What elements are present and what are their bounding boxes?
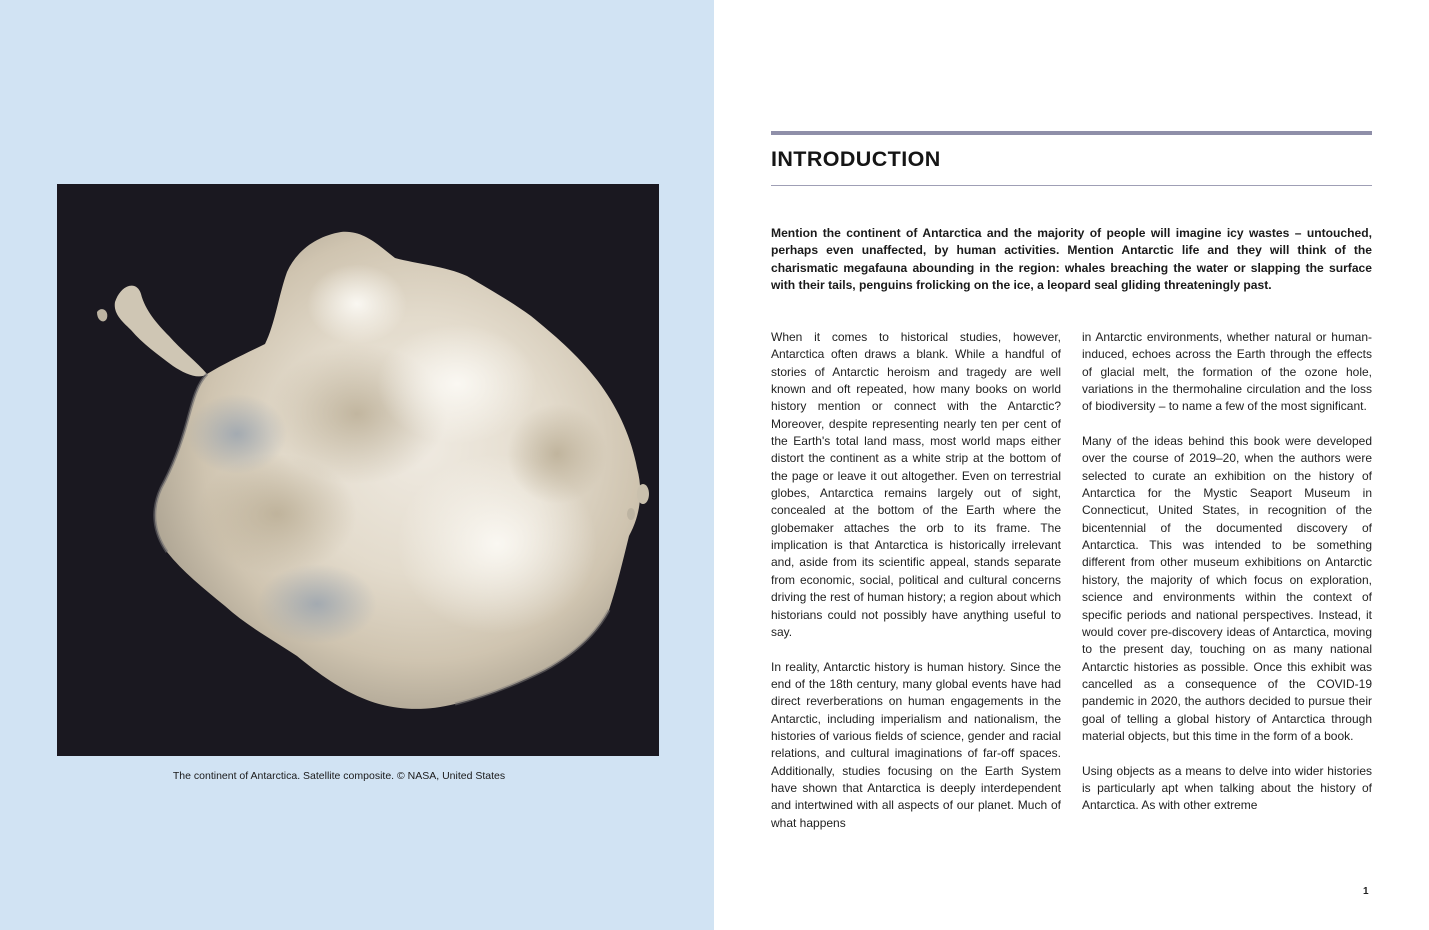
- antarctica-illustration: [57, 184, 659, 756]
- text-column-right: [1082, 329, 1372, 815]
- antarctica-satellite-image: [57, 184, 659, 756]
- lede-paragraph: Mention the continent of Antarctica and the majority of people will imagine icy wastes – untouched, perhaps even unaffected, by human activities. Mention Antarctic life and they will think of the charismatic megafauna abounding in the region: whales breaching the water or slapping the surface with their tails, penguins frolicking on the ice, a leopard seal gliding threateningly past.: [771, 226, 1372, 292]
- right-page: [714, 0, 1429, 930]
- heading-rule-top: [771, 131, 1372, 135]
- heading-rule-bottom: [771, 185, 1372, 186]
- body-paragraph: Many of the ideas behind this book were developed over the course of 2019–20, when the authors were selected to curate an exhibition on the history of Antarctica for the Mystic Seaport Museum in Connecticut, United States, in recognition of the bicentennial of the documented discovery of Antarctica. This was intended to be something different from other museum exhibitions on Antarctic history, the majority of which focus on exploration, science and environments within the context of specific periods and national perspectives. Instead, it would cover pre-discovery ideas of Antarctica, moving to the present day, touching on as many national Antarctic histories as possible. Once this exhibit was cancelled as a consequence of the COVID-19 pandemic in 2020, the authors decided to pursue their goal of telling a global history of Antarctica through material objects, but this time in the form of a book.: [1082, 434, 1372, 743]
- text-column-left: [771, 329, 1061, 832]
- body-paragraph: When it comes to historical studies, however, Antarctica often draws a blank. While a handful of stories of Antarctic heroism and tragedy are well known and oft repeated, how many books on world history mention or connect with the Antarctic? Moreover, despite representing nearly ten per cent of the Earth's total land mass, most world maps either distort the continent as a white strip at the bottom of the page or leave it out altogether. Even on terrestrial globes, Antarctica remains largely out of sight, concealed at the bottom of the Earth where the globemaker attaches the orb to its frame. The implication is that Antarctica is historically irrelevant and, aside from its scientific appeal, stands separate from economic, social, political and cultural concerns driving the rest of human history; a region about which historians could not possibly have anything useful to say.: [771, 330, 1061, 639]
- left-page: [0, 0, 714, 930]
- body-paragraph: Using objects as a means to delve into wider histories is particularly apt when talking about the history of Antarctica. As with other extreme: [1082, 763, 1372, 813]
- page-number: 1: [1363, 886, 1369, 897]
- figure-caption: The continent of Antarctica. Satellite composite. © NASA, United States: [172, 770, 506, 782]
- body-paragraph: in Antarctic environments, whether natural or human-induced, echoes across the Earth through the effects of glacial melt, the formation of the ozone hole, variations in the thermohaline circulation and the loss of biodiversity – to name a few of the most significant.: [1082, 330, 1372, 414]
- body-paragraph: In reality, Antarctic history is human history. Since the end of the 18th century, many global events have had direct reverberations on human engagements in the Antarctic, including imperialism and nationalism, the histories of various fields of science, gender and racial relations, and cultural imaginations of far-off spaces. Additionally, studies focusing on the Earth System have shown that Antarctica is deeply interdependent and intertwined with all aspects of our planet. Much of what happens: [771, 659, 1061, 830]
- page-heading: INTRODUCTION: [771, 147, 941, 171]
